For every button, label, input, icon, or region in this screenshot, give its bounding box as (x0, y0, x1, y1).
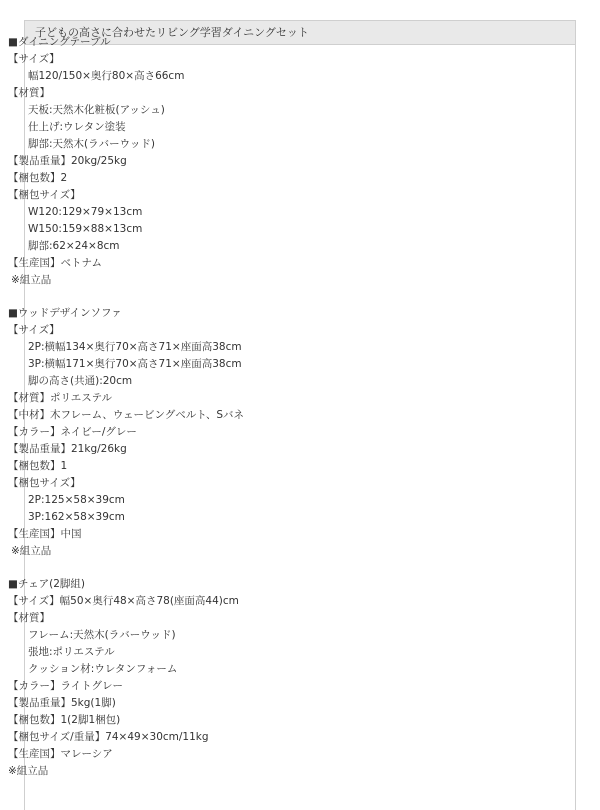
sofa-packages: 【梱包数】1 (8, 460, 68, 472)
sofa-package-3p: 3P:162×58×39cm (28, 511, 125, 523)
sofa-assembly-note: ※組立品 (11, 545, 52, 557)
chair-assembly-note: ※組立品 (8, 765, 49, 777)
chair-heading: ■チェア(2脚組) (8, 578, 85, 590)
chair-material-cover: 張地:ポリエステル (28, 646, 115, 658)
chair-material-frame: フレーム:天然木(ラバーウッド) (28, 629, 176, 641)
chair-origin: 【生産国】マレーシア (8, 748, 113, 760)
table-heading: ■ダイニングテーブル (8, 36, 111, 48)
table-size-value: 幅120/150×奥行80×高さ66cm (28, 70, 185, 82)
table-size-label: 【サイズ】 (8, 53, 60, 65)
table-package-size-label: 【梱包サイズ】 (8, 189, 81, 201)
table-packages: 【梱包数】2 (8, 172, 68, 184)
table-package-w120: W120:129×79×13cm (28, 206, 143, 218)
chair-packages: 【梱包数】1(2脚1梱包) (8, 714, 121, 726)
sofa-origin: 【生産国】中国 (8, 528, 82, 540)
sofa-inner: 【中材】木フレーム、ウェービングベルト、Sバネ (8, 409, 244, 421)
chair-package-size: 【梱包サイズ/重量】74×49×30cm/11kg (8, 731, 209, 743)
chair-material-cushion: クッション材:ウレタンフォーム (28, 663, 178, 675)
panel-title: 子どもの高さに合わせたリビング学習ダイニングセット (25, 21, 575, 45)
table-weight: 【製品重量】20kg/25kg (8, 155, 127, 167)
sofa-material: 【材質】ポリエステル (8, 392, 113, 404)
chair-color: 【カラー】ライトグレー (8, 680, 123, 692)
table-material-label: 【材質】 (8, 87, 50, 99)
sofa-package-size-label: 【梱包サイズ】 (8, 477, 81, 489)
section-spacer (8, 289, 592, 305)
sofa-leg-height: 脚の高さ(共通):20cm (28, 375, 133, 387)
sofa-color: 【カラー】ネイビー/グレー (8, 426, 137, 438)
chair-weight: 【製品重量】5kg(1脚) (8, 697, 116, 709)
table-material-top: 天板:天然木化粧板(アッシュ) (28, 104, 165, 116)
section-spacer (8, 560, 592, 576)
table-material-finish: 仕上げ:ウレタン塗装 (28, 121, 126, 133)
chair-size: 【サイズ】幅50×奥行48×高さ78(座面高44)cm (8, 595, 239, 607)
spec-content (8, 34, 592, 780)
table-package-w150: W150:159×88×13cm (28, 223, 143, 235)
table-package-legs: 脚部:62×24×8cm (28, 240, 120, 252)
chair-material-label: 【材質】 (8, 612, 50, 624)
table-assembly-note: ※組立品 (11, 274, 52, 286)
table-material-legs: 脚部:天然木(ラバーウッド) (28, 138, 156, 150)
sofa-package-2p: 2P:125×58×39cm (28, 494, 125, 506)
sofa-weight: 【製品重量】21kg/26kg (8, 443, 127, 455)
sofa-size-3p: 3P:横幅171×奥行70×高さ71×座面高38cm (28, 358, 242, 370)
sofa-size-2p: 2P:横幅134×奥行70×高さ71×座面高38cm (28, 341, 242, 353)
sofa-heading: ■ウッドデザインソファ (8, 307, 122, 319)
sofa-size-label: 【サイズ】 (8, 324, 60, 336)
table-origin: 【生産国】ベトナム (8, 257, 102, 269)
